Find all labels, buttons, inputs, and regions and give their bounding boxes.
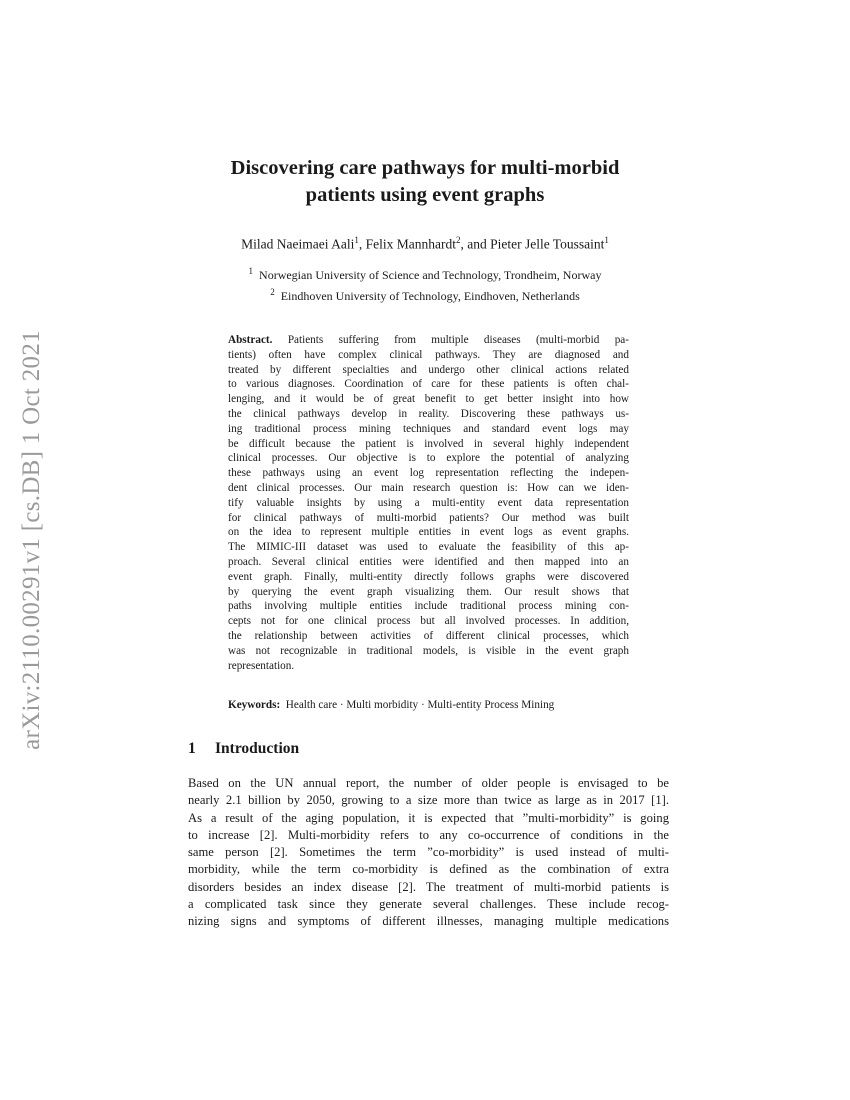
keywords-label: Keywords: (228, 699, 281, 711)
author-name: Milad Naeimaei Aali (241, 236, 355, 252)
abstract-line: on the idea to represent multiple entities in event logs as event graphs. (228, 526, 629, 539)
section-title: Introduction (215, 740, 300, 757)
keywords-line (228, 699, 629, 711)
section-number: 1 (188, 740, 196, 757)
abstract-line (228, 333, 629, 348)
author-affiliation-mark: 2 (455, 235, 461, 245)
paper-title (140, 155, 710, 209)
affiliation-text: Norwegian University of Science and Technology, Trondheim, Norway (259, 268, 602, 282)
abstract-line: treated by different specialties and undergo other clinical actions related (228, 363, 629, 376)
abstract-line: tify valuable insights by using a multi-entity event data representation (228, 496, 629, 509)
affiliation-item (140, 263, 710, 284)
paragraph-line: Based on the UN annual report, the number of older people is envisaged to be (188, 776, 669, 790)
abstract-line: be difficult because the patient is involved in several highly independent (228, 437, 629, 450)
paragraph-line: nearly 2.1 billion by 2050, growing to a size more than twice as large as in 2017 [1]. (188, 793, 669, 808)
paragraph-line: As a result of the aging population, it is expected that ”multi-morbidity” is going (188, 810, 669, 825)
abstract-block (228, 333, 629, 673)
author-list (140, 235, 710, 253)
author-name: Pieter Jelle Toussaint (490, 236, 605, 252)
affiliation-item (140, 284, 710, 305)
abstract-line: cepts not for one clinical process but all involved processes. In addition, (228, 615, 629, 628)
affiliation-text: Eindhoven University of Technology, Eindhoven, Netherlands (280, 289, 580, 303)
abstract-line: representation. (228, 659, 295, 672)
abstract-line: these pathways using an event log representation reflecting the indepen- (228, 467, 629, 480)
paragraph-line: to increase [2]. Multi-morbidity refers to any co-occurrence of conditions in the (188, 827, 669, 842)
abstract-line: for clinical pathways of multi-morbid patients? Our method was built (228, 511, 629, 524)
title-line: patients using event graphs (305, 184, 545, 206)
abstract-label: Abstract. (228, 334, 273, 346)
title-line: Discovering care pathways for multi-morbid (230, 157, 620, 179)
abstract-line: by querying the event graph visualizing them. Our result shows that (228, 585, 629, 598)
paragraph-line: nizing signs and symptoms of different illnesses, managing multiple medications (188, 914, 669, 929)
abstract-line: tients) often have complex clinical pathways. They are diagnosed and (228, 348, 629, 361)
author-separator: , (358, 236, 366, 252)
abstract-line: the clinical pathways develop in reality. Discovering these pathways us- (228, 407, 629, 420)
abstract-line: ing traditional process mining techniques and standard event logs may (228, 422, 629, 435)
abstract-line: proach. Several clinical entities were identified and then mapped into an (228, 555, 629, 568)
paragraph-line: morbidity, while the term co-morbidity is defined as the combination of extra (188, 862, 669, 877)
author-separator: , and (460, 236, 491, 252)
abstract-line-text: Patients suffering from multiple diseases (multi-morbid pa- (287, 334, 629, 346)
abstract-line: the relationship between activities of different clinical processes, which (228, 629, 629, 642)
affiliation-list (140, 263, 710, 305)
introduction-paragraph (188, 775, 669, 931)
abstract-line: was not recognizable in traditional models, is visible in the event graph (228, 644, 629, 657)
author-affiliation-mark: 1 (354, 235, 359, 245)
author-affiliation-mark: 1 (604, 235, 609, 245)
author-name: Felix Mannhardt (365, 236, 456, 252)
abstract-line: lenging, and it would be of great benefit to get better insight into how (228, 393, 629, 406)
paragraph-line: disorders besides an index disease [2]. The treatment of multi-morbid patients is (188, 879, 669, 894)
abstract-line: dent clinical processes. Our main research question is: How can we iden- (228, 481, 629, 494)
affiliation-mark: 1 (248, 266, 254, 276)
arxiv-identifier-stamp: arXiv:2110.00291v1 [cs.DB] 1 Oct 2021 (18, 330, 45, 750)
abstract-line: clinical processes. Our objective is to explore the potential of analyzing (228, 452, 629, 465)
abstract-line: event graph. Finally, multi-entity directly follows graphs were discovered (228, 570, 629, 583)
keywords-text: Health care · Multi morbidity · Multi-entity Process Mining (285, 699, 555, 711)
abstract-line: to various diagnoses. Coordination of care for these patients is often chal- (228, 378, 629, 391)
section-heading (188, 740, 299, 758)
abstract-line: The MIMIC-III dataset was used to evaluate the feasibility of this ap- (228, 541, 629, 554)
abstract-line: paths involving multiple entities include traditional process mining con- (228, 600, 629, 613)
paragraph-line: a complicated task since they generate several challenges. These include recog- (188, 897, 669, 912)
paragraph-line: same person [2]. Sometimes the term ”co-morbidity” is used instead of multi- (188, 845, 669, 860)
affiliation-mark: 2 (270, 287, 275, 297)
